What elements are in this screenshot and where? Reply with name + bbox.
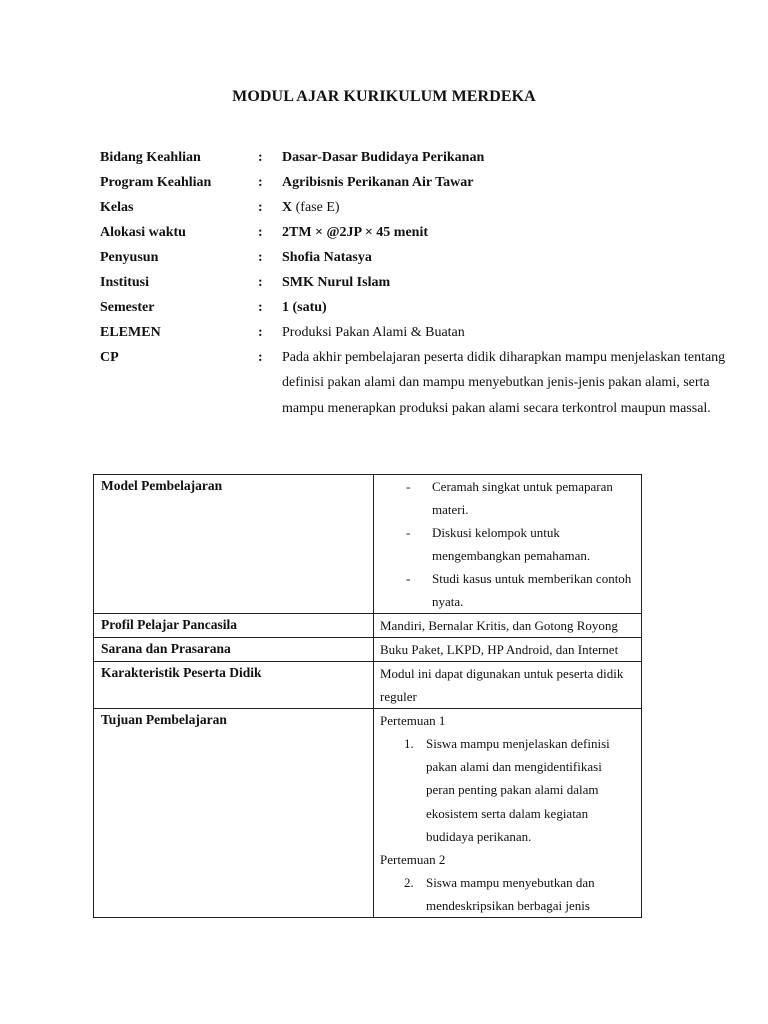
info-label: Penyusun [100, 250, 159, 265]
info-colon: : [258, 200, 263, 215]
list-item-text: Studi kasus untuk memberikan contoh nyata. [432, 571, 632, 609]
kelas-value-bold: X [282, 200, 293, 215]
item-number: 1. [404, 736, 414, 751]
row-label: Model Pembelajaran [94, 475, 374, 614]
info-colon: : [258, 325, 263, 340]
table-row [94, 709, 642, 918]
list-item [406, 567, 641, 613]
list-item [406, 475, 641, 521]
info-row-semester [100, 295, 740, 320]
list-item-text: Ceramah singkat untuk pemaparan materi. [432, 479, 613, 517]
kelas-value-rest: (fase E) [292, 200, 340, 215]
row-label: Karakteristik Peserta Didik [94, 662, 374, 709]
info-row-bidang [100, 145, 740, 170]
info-value: Pada akhir pembelajaran peserta didik diharapkan mampu menjelaskan tentang definisi pakan alami dan mampu menyebutkan jenis-jenis pakan alami, serta mampu menerapkan produksi pakan alami secara terkontrol maupun massal. [282, 350, 726, 416]
info-row-institusi [100, 270, 740, 295]
table-row [94, 638, 642, 662]
info-label: ELEMEN [100, 325, 161, 340]
row-label: Tujuan Pembelajaran [94, 709, 374, 918]
list-item [406, 521, 641, 567]
row-label: Profil Pelajar Pancasila [94, 614, 374, 638]
info-label: CP [100, 350, 119, 365]
row-value [374, 662, 642, 709]
objective-list [380, 732, 641, 848]
table-row [94, 475, 642, 614]
list-item-text: Diskusi kelompok untuk mengembangkan pemahaman. [432, 525, 591, 563]
info-label: Institusi [100, 275, 150, 290]
info-label: Program Keahlian [100, 175, 212, 190]
meeting-heading: Pertemuan 2 [380, 852, 446, 868]
info-colon: : [258, 175, 263, 190]
dash-bullet: - [406, 479, 411, 494]
dash-bullet: - [406, 525, 411, 540]
row-value-text: Modul ini dapat digunakan untuk peserta didik reguler [380, 666, 624, 704]
row-label: Sarana dan Prasarana [94, 638, 374, 662]
info-colon: : [258, 300, 263, 315]
row-value [374, 475, 642, 614]
info-colon: : [258, 350, 263, 365]
info-colon: : [258, 250, 263, 265]
info-label: Bidang Keahlian [100, 150, 201, 165]
info-value: SMK Nurul Islam [282, 275, 391, 290]
info-value: Agribisnis Perikanan Air Tawar [282, 175, 474, 190]
row-value-text: Mandiri, Bernalar Kritis, dan Gotong Royong [380, 618, 618, 633]
info-value: Produksi Pakan Alami & Buatan [282, 325, 465, 340]
row-value-text: Buku Paket, LKPD, HP Android, dan Internet [380, 642, 619, 657]
info-label: Alokasi waktu [100, 225, 186, 240]
info-row-alokasi [100, 220, 740, 245]
document-title: MODUL AJAR KURIKULUM MERDEKA [232, 88, 536, 105]
list-item [380, 732, 641, 848]
info-colon: : [258, 150, 263, 165]
info-row-cp [100, 345, 740, 421]
info-row-kelas [100, 195, 740, 220]
info-value: Shofia Natasya [282, 250, 372, 265]
list-item-text: Siswa mampu menyebutkan dan mendeskripsikan berbagai jenis [426, 875, 595, 914]
info-row-elemen [100, 320, 740, 345]
info-value [282, 195, 740, 220]
info-label: Kelas [100, 200, 134, 215]
info-row-program [100, 170, 740, 195]
item-number: 2. [404, 875, 414, 891]
table-row [94, 662, 642, 709]
dash-bullet: - [406, 571, 411, 586]
objective-list [380, 871, 641, 917]
module-info [100, 145, 740, 421]
list-item [380, 871, 641, 917]
table-row [94, 614, 642, 638]
info-value: 2TM × @2JP × 45 menit [282, 225, 429, 240]
info-label: Semester [100, 300, 155, 315]
info-colon: : [258, 225, 263, 240]
info-value: 1 (satu) [282, 300, 327, 315]
module-table [93, 474, 642, 918]
row-value [374, 709, 642, 918]
meeting-heading: Pertemuan 1 [380, 713, 446, 728]
row-value [374, 638, 642, 662]
row-value [374, 614, 642, 638]
model-list [380, 475, 641, 613]
info-row-penyusun [100, 245, 740, 270]
info-value: Dasar-Dasar Budidaya Perikanan [282, 150, 485, 165]
info-colon: : [258, 275, 263, 290]
list-item-text: Siswa mampu menjelaskan definisi pakan alami dan mengidentifikasi peran penting pakan alami dalam ekosistem serta dalam kegiatan budidaya perikanan. [426, 736, 610, 844]
